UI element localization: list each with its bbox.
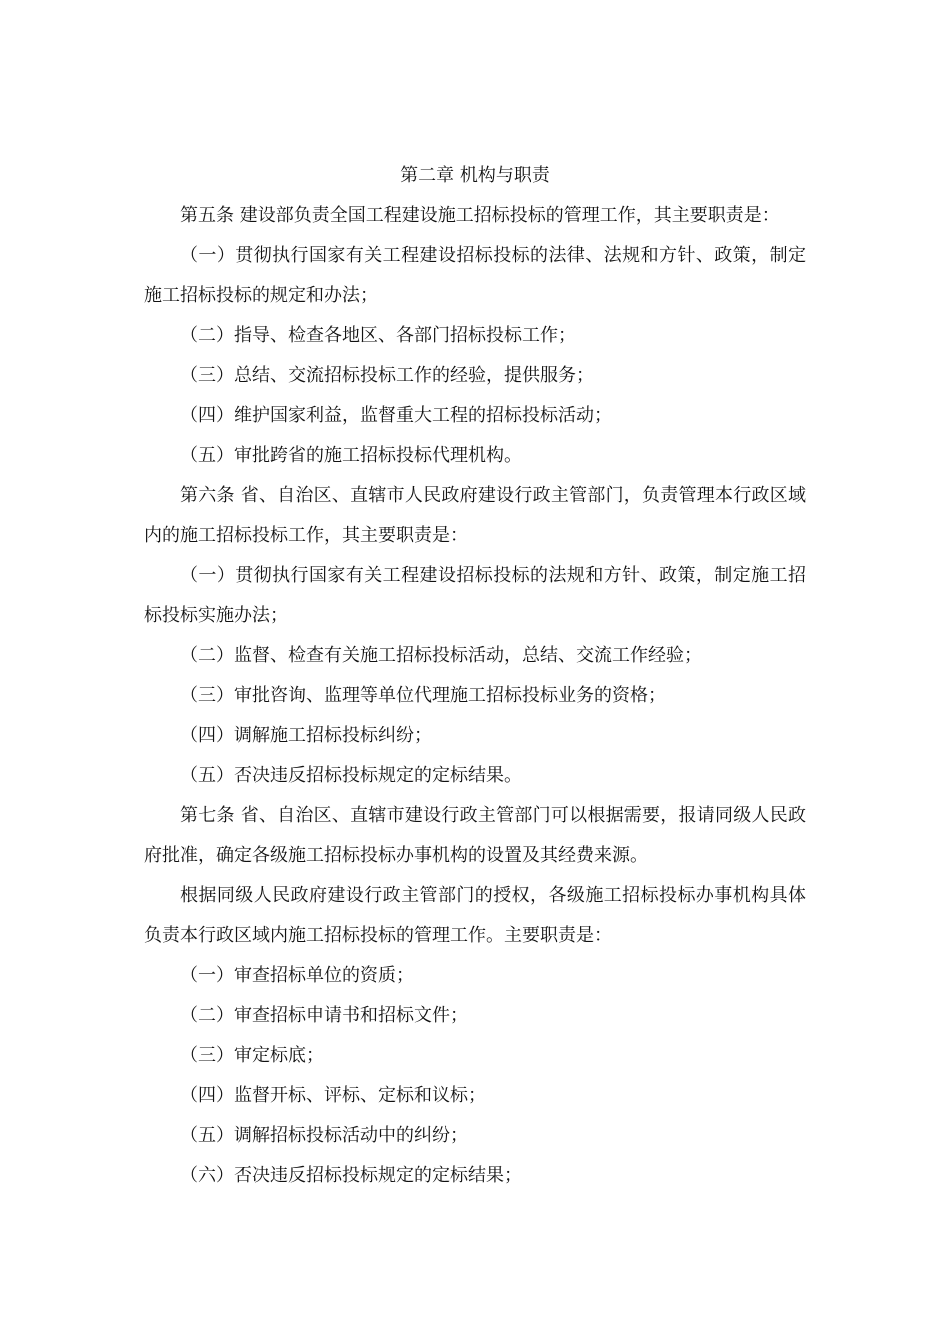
article-6-item-5: （五）否决违反招标投标规定的定标结果。 bbox=[180, 765, 522, 786]
article-7-item-5: （五）调解招标投标活动中的纠纷； bbox=[180, 1125, 468, 1146]
article-7-item-3: （三）审定标底； bbox=[180, 1045, 324, 1066]
article-7-item-6: （六）否决违反招标投标规定的定标结果； bbox=[180, 1165, 522, 1186]
article-5-item-1: （一）贯彻执行国家有关工程建设招标投标的法律、法规和方针、政策，制定施工招标投标的规定和办法； bbox=[144, 245, 806, 306]
article-6-heading: 第六条 省、自治区、直辖市人民政府建设行政主管部门，负责管理本行政区域内的施工招标投标工作，其主要职责是： bbox=[144, 485, 806, 546]
article-5-item-3: （三）总结、交流招标投标工作的经验，提供服务； bbox=[180, 365, 594, 386]
article-7-heading: 第七条 省、自治区、直辖市建设行政主管部门可以根据需要，报请同级人民政府批准，确定各级施工招标投标办事机构的设置及其经费来源。 bbox=[144, 805, 806, 866]
article-7-paragraph-2: 根据同级人民政府建设行政主管部门的授权，各级施工招标投标办事机构具体负责本行政区域内施工招标投标的管理工作。主要职责是： bbox=[144, 885, 806, 946]
article-6-item-2: （二）监督、检查有关施工招标投标活动，总结、交流工作经验； bbox=[180, 645, 702, 666]
chapter-title: 第二章 机构与职责 bbox=[400, 165, 550, 186]
article-7-item-1: （一）审查招标单位的资质； bbox=[180, 965, 414, 986]
article-5-item-4: （四）维护国家利益，监督重大工程的招标投标活动； bbox=[180, 405, 612, 426]
article-7-item-2: （二）审查招标申请书和招标文件； bbox=[180, 1005, 468, 1026]
article-5-item-5: （五）审批跨省的施工招标投标代理机构。 bbox=[180, 445, 522, 466]
document-body bbox=[144, 156, 806, 1196]
article-5-item-2: （二）指导、检查各地区、各部门招标投标工作； bbox=[180, 325, 576, 346]
article-7-item-4: （四）监督开标、评标、定标和议标； bbox=[180, 1085, 486, 1106]
article-6-item-1: （一）贯彻执行国家有关工程建设招标投标的法规和方针、政策，制定施工招标投标实施办法； bbox=[144, 565, 806, 626]
article-6-item-3: （三）审批咨询、监理等单位代理施工招标投标业务的资格； bbox=[180, 685, 666, 706]
article-6-item-4: （四）调解施工招标投标纠纷； bbox=[180, 725, 432, 746]
article-5-heading: 第五条 建设部负责全国工程建设施工招标投标的管理工作，其主要职责是： bbox=[180, 205, 780, 226]
